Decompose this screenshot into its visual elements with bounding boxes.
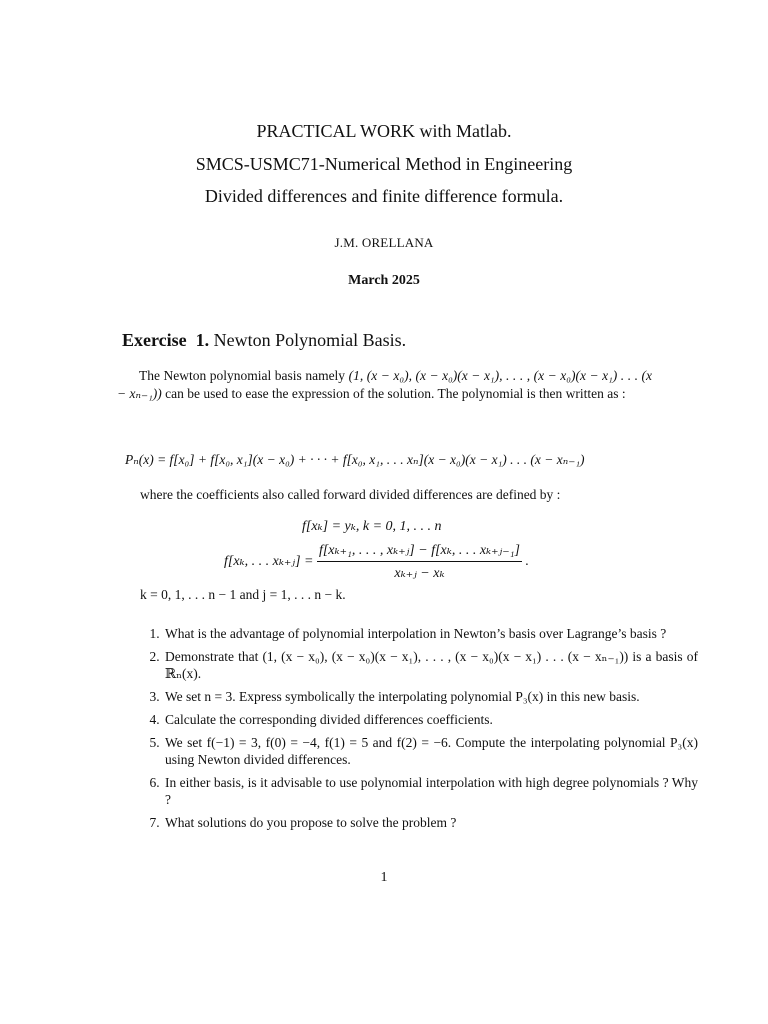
exercise-label: Exercise: [122, 330, 187, 350]
question-item: 7. What solutions do you propose to solve the problem ?: [163, 814, 698, 831]
index-ranges: k = 0, 1, . . . n − 1 and j = 1, . . . n − k.: [140, 587, 346, 602]
question-item: 6. In either basis, is it advisable to use polynomial interpolation with high degree polynomials ? Why ?: [163, 774, 698, 808]
title-line-3: Divided differences and finite difference formula.: [204, 186, 564, 206]
exercise-number: 1.: [195, 330, 210, 350]
intro-text-b: can be used to ease the expression of the solution. The polynomial is then written as :: [165, 386, 626, 401]
intro-text-a: The Newton polynomial basis namely: [139, 368, 346, 383]
coefficients-intro: where the coefficients also called forward divided differences are defined by :: [140, 487, 561, 502]
exercise-title: Newton Polynomial Basis.: [213, 330, 407, 350]
title-line-2: SMCS-USMC71-Numerical Method in Engineering: [195, 154, 573, 174]
recursive-period: .: [525, 554, 529, 570]
date: March 2025: [348, 273, 420, 288]
newton-form-equation: Pₙ(x) = f[x₀] + f[x₀, x₁](x − x₀) + · · · + f[x₀, x₁, . . . xₙ](x − x₀)(x − x₁) . . . (x − xₙ₋₁): [125, 452, 585, 467]
question-item: 5. We set f(−1) = 3, f(0) = −4, f(1) = 5 and f(2) = −6. Compute the interpolating polynomial P₃(x) using Newton divided differences.: [163, 734, 698, 768]
question-item: 3. We set n = 3. Express symbolically the interpolating polynomial P₃(x) in this new basis.: [163, 688, 698, 705]
exercise-heading: [122, 330, 406, 351]
recursive-fraction: [317, 542, 522, 582]
recursive-lhs: f[xₖ, . . . xₖ₊ⱼ] =: [224, 554, 314, 570]
recursive-numerator: f[xₖ₊₁, . . . , xₖ₊ⱼ] − f[xₖ, . . . xₖ₊ⱼ₋₁]: [317, 542, 522, 562]
question-item: 1. What is the advantage of polynomial interpolation in Newton’s basis over Lagrange’s basis ?: [163, 625, 698, 642]
author: J.M. ORELLANA: [334, 235, 434, 250]
question-list: [117, 625, 698, 837]
question-item: 4. Calculate the corresponding divided differences coefficients.: [163, 711, 698, 728]
recursive-equation: [224, 542, 529, 582]
title-line-1: PRACTICAL WORK with Matlab.: [256, 121, 512, 141]
base-case-equation: f[xₖ] = yₖ, k = 0, 1, . . . n: [302, 519, 442, 534]
intro-paragraph: [117, 367, 652, 403]
basis-formula: (1, (x − x₀), (x − x₀)(x − x₁), . . . , (x − x₀)(x − x₁) . . . (x − xₙ₋₁)): [117, 368, 652, 401]
question-item: 2. Demonstrate that (1, (x − x₀), (x − x₀)(x − x₁), . . . , (x − x₀)(x − x₁) . . . (x − xₙ₋₁)) is a basis of ℝₙ(x).: [163, 648, 698, 682]
recursive-denominator: xₖ₊ⱼ − xₖ: [394, 566, 445, 581]
page-number: 1: [380, 870, 388, 885]
